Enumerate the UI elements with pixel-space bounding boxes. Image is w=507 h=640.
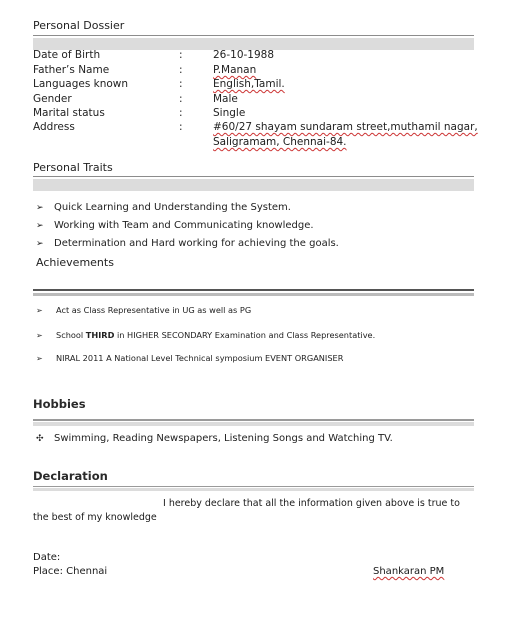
section-band bbox=[33, 179, 474, 191]
achievement-item bbox=[36, 305, 251, 315]
trait-text: Working with Team and Communicating knowledge. bbox=[54, 220, 314, 231]
colon: : bbox=[179, 121, 183, 133]
section-heading-hobbies: Hobbies bbox=[33, 397, 86, 411]
dossier-row-address bbox=[33, 121, 478, 134]
arrow-bullet-icon: ➢ bbox=[36, 331, 43, 340]
date-label: Date: bbox=[33, 552, 61, 563]
declaration-line-1: I hereby declare that all the information given above is true to bbox=[163, 498, 460, 509]
trait-item bbox=[36, 238, 339, 249]
address-label: Address bbox=[33, 121, 75, 133]
trait-item bbox=[36, 220, 314, 231]
achievement-item bbox=[36, 330, 375, 340]
section-heading-declaration: Declaration bbox=[33, 469, 108, 483]
trait-item bbox=[36, 202, 291, 213]
achievement-text-bold: THIRD bbox=[85, 330, 115, 340]
dossier-row-languages bbox=[33, 78, 473, 91]
section-rule bbox=[33, 419, 474, 421]
section-heading-personal-traits: Personal Traits bbox=[33, 161, 113, 174]
achievement-text: Act as Class Representative in UG as well as PG bbox=[56, 305, 252, 315]
dob-value: 26-10-1988 bbox=[213, 49, 275, 61]
address-value: #60/27 shayam sundaram street,muthamil nagar, bbox=[213, 121, 478, 133]
section-rule bbox=[33, 35, 474, 36]
section-band bbox=[33, 293, 474, 296]
star-bullet-icon: ✣ bbox=[36, 434, 44, 444]
dossier-row-father bbox=[33, 64, 473, 77]
achievement-text: NIRAL 2011 A National Level Technical symposium EVENT ORGANISER bbox=[56, 353, 344, 363]
declaration-line-2: the best of my knowledge bbox=[33, 512, 157, 523]
trait-text: Determination and Hard working for achieving the goals. bbox=[54, 238, 339, 249]
section-heading-personal-dossier: Personal Dossier bbox=[33, 19, 125, 32]
colon: : bbox=[179, 49, 183, 61]
place-row bbox=[33, 566, 107, 577]
father-value: P.Manan bbox=[213, 64, 257, 76]
section-rule bbox=[33, 289, 474, 291]
dossier-row-gender bbox=[33, 93, 473, 106]
arrow-bullet-icon: ➢ bbox=[36, 354, 43, 363]
dossier-row-dob bbox=[33, 49, 473, 62]
arrow-bullet-icon: ➢ bbox=[36, 239, 44, 249]
colon: : bbox=[179, 107, 183, 119]
section-band bbox=[33, 488, 474, 491]
hobby-text: Swimming, Reading Newspapers, Listening Songs and Watching TV. bbox=[54, 433, 393, 444]
place-value: Chennai bbox=[66, 566, 108, 577]
dossier-row-marital bbox=[33, 107, 473, 120]
languages-value: English,Tamil. bbox=[213, 78, 285, 90]
section-band bbox=[33, 422, 474, 426]
section-rule bbox=[33, 486, 474, 487]
signature-name: Shankaran PM bbox=[373, 566, 445, 577]
father-label: Father’s Name bbox=[33, 64, 110, 76]
languages-label: Languages known bbox=[33, 78, 129, 90]
colon: : bbox=[179, 93, 183, 105]
address-line-2: Saligramam, Chennai-84. bbox=[213, 136, 347, 148]
gender-label: Gender bbox=[33, 93, 72, 105]
achievement-text-post: in HIGHER SECONDARY Examination and Class Representative. bbox=[114, 330, 376, 340]
arrow-bullet-icon: ➢ bbox=[36, 306, 43, 315]
colon: : bbox=[179, 64, 183, 76]
section-rule bbox=[33, 176, 474, 177]
hobby-item bbox=[36, 433, 393, 444]
colon: : bbox=[179, 78, 183, 90]
achievement-text-pre: School bbox=[56, 330, 86, 340]
gender-value: Male bbox=[213, 93, 238, 105]
section-heading-achievements: Achievements bbox=[36, 256, 114, 269]
marital-label: Marital status bbox=[33, 107, 105, 119]
trait-text: Quick Learning and Understanding the System. bbox=[54, 202, 291, 213]
marital-value: Single bbox=[213, 107, 246, 119]
achievement-item bbox=[36, 353, 343, 363]
place-label: Place: bbox=[33, 566, 63, 577]
arrow-bullet-icon: ➢ bbox=[36, 203, 44, 213]
arrow-bullet-icon: ➢ bbox=[36, 221, 44, 231]
dob-label: Date of Birth bbox=[33, 49, 101, 61]
